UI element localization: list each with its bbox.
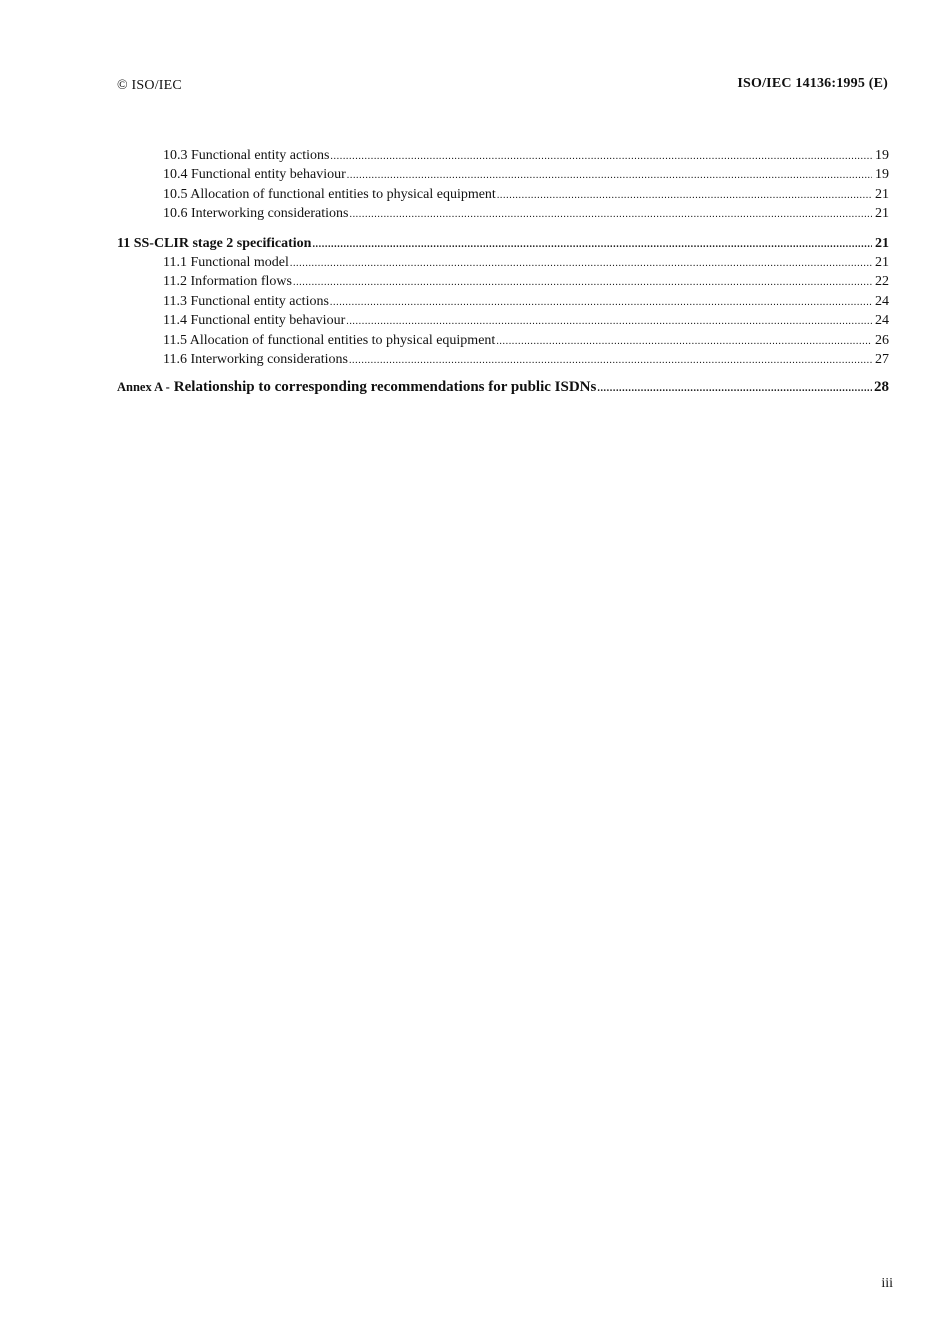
toc-entry-title: 10.6 Interworking considerations <box>163 206 349 222</box>
toc-entry-title: 11.2 Information flows <box>163 274 292 290</box>
toc-entry-page: 21 <box>875 206 889 222</box>
toc-entry-title: 10.4 Functional entity behaviour <box>163 167 346 183</box>
toc-entry-clause-11 <box>117 234 889 253</box>
toc-leader-dots <box>496 332 872 351</box>
toc-entry-page: 19 <box>875 148 889 163</box>
toc-entry-title: 11.6 Interworking considerations <box>163 351 348 367</box>
toc-entry-11-3 <box>117 292 889 311</box>
toc-entry-11-5 <box>117 331 889 350</box>
header-copyright: © ISO/IEC <box>117 78 182 93</box>
toc-annex-prefix: Annex A - <box>117 380 170 395</box>
toc-entry-page: 19 <box>875 167 889 183</box>
toc-entry-10-5 <box>117 185 889 204</box>
footer-page-number: iii <box>881 1276 893 1291</box>
toc-entry-page: 27 <box>875 351 889 367</box>
toc-leader-dots <box>349 205 872 224</box>
toc-entry-page: 21 <box>875 186 889 202</box>
toc-entry-page: 24 <box>875 293 889 309</box>
toc-entry-page: 21 <box>875 235 889 251</box>
toc-leader-dots <box>347 166 872 185</box>
toc-leader-dots <box>330 147 872 166</box>
table-of-contents <box>117 146 889 398</box>
toc-entry-page: 22 <box>875 274 889 290</box>
toc-entry-page: 24 <box>875 313 889 329</box>
toc-entry-10-6 <box>117 204 889 223</box>
toc-entry-page: 26 <box>875 332 889 348</box>
toc-leader-dots <box>349 351 872 370</box>
toc-leader-dots <box>293 273 872 292</box>
toc-leader-dots <box>346 312 872 331</box>
toc-entry-title: 11.1 Functional model <box>163 254 289 270</box>
toc-entry-title: 10.3 Functional entity actions <box>163 148 330 163</box>
toc-entry-11-2 <box>117 272 889 291</box>
toc-entry-11-4 <box>117 311 889 330</box>
toc-entry-title: 10.5 Allocation of functional entities to physical equipment <box>163 186 496 202</box>
toc-leader-dots <box>330 293 872 312</box>
toc-entry-10-4 <box>117 165 889 184</box>
toc-leader-dots <box>497 186 872 205</box>
toc-entry-page: 28 <box>874 379 889 396</box>
toc-entry-title: 11.3 Functional entity actions <box>163 293 329 309</box>
toc-entry-title: Relationship to corresponding recommendations for public ISDNs <box>173 379 597 396</box>
toc-entry-annex-a <box>117 378 889 397</box>
toc-leader-dots <box>312 235 872 254</box>
toc-leader-dots <box>597 379 872 398</box>
header-document-id: ISO/IEC 14136:1995 (E) <box>737 76 888 91</box>
toc-entry-11-1 <box>117 253 889 272</box>
toc-entry-page: 21 <box>875 254 889 270</box>
toc-entry-title: 11.4 Functional entity behaviour <box>163 313 346 329</box>
toc-entry-title: 11.5 Allocation of functional entities to physical equipment <box>163 332 496 348</box>
toc-entry-11-6 <box>117 350 889 369</box>
toc-entry-title: 11 SS-CLIR stage 2 specification <box>117 235 312 251</box>
toc-entry-10-3 <box>117 146 889 165</box>
toc-leader-dots <box>290 254 872 273</box>
